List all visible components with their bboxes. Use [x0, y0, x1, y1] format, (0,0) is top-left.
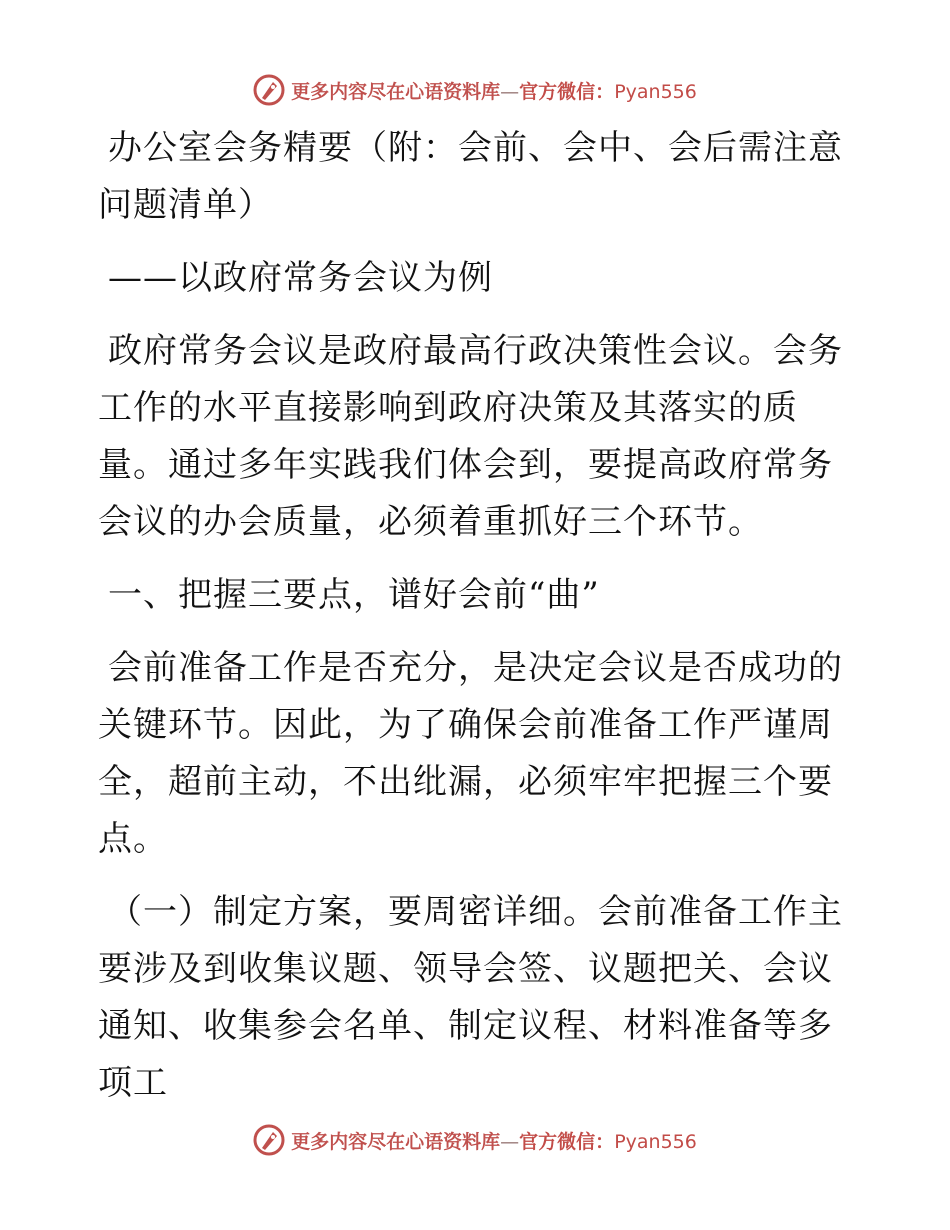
footer-banner	[0, 1118, 950, 1162]
document-subtitle: ——以政府常务会议为例	[108, 258, 493, 298]
document-body	[98, 120, 858, 1128]
banner-separator: —	[500, 80, 520, 103]
banner-text	[291, 77, 697, 104]
body-paragraph: 会前准备工作是否充分，是决定会议是否成功的关键环节。因此，为了确保会前准备工作严谨周全，超前主动，不出纰漏，必须牢牢把握三个要点。	[98, 648, 843, 859]
document-title: 办公室会务精要（附：会前、会中、会后需注意问题清单）	[98, 128, 843, 225]
banner-text	[291, 1127, 697, 1154]
banner-site-name: 更多内容尽在心语资料库	[291, 80, 501, 103]
banner-wechat-id: Pyan556	[614, 80, 697, 103]
section-heading: 一、把握三要点，谱好会前“曲”	[108, 575, 600, 615]
body-paragraph: （一）制定方案，要周密详细。会前准备工作主要涉及到收集议题、领导会签、议题把关、会议通知、收集参会名单、制定议程、材料准备等多项工	[98, 892, 843, 1103]
banner-wechat-label: 官方微信：	[519, 80, 615, 103]
pen-nib-logo-icon	[253, 74, 285, 106]
banner-site-name: 更多内容尽在心语资料库	[291, 1130, 501, 1153]
body-paragraph: 政府常务会议是政府最高行政决策性会议。会务工作的水平直接影响到政府决策及其落实的质量。通过多年实践我们体会到，要提高政府常务会议的办会质量，必须着重抓好三个环节。	[98, 331, 843, 542]
header-banner	[0, 68, 950, 112]
banner-wechat-id: Pyan556	[614, 1130, 697, 1153]
pen-nib-logo-icon	[253, 1124, 285, 1156]
banner-wechat-label: 官方微信：	[519, 1130, 615, 1153]
banner-separator: —	[500, 1130, 520, 1153]
